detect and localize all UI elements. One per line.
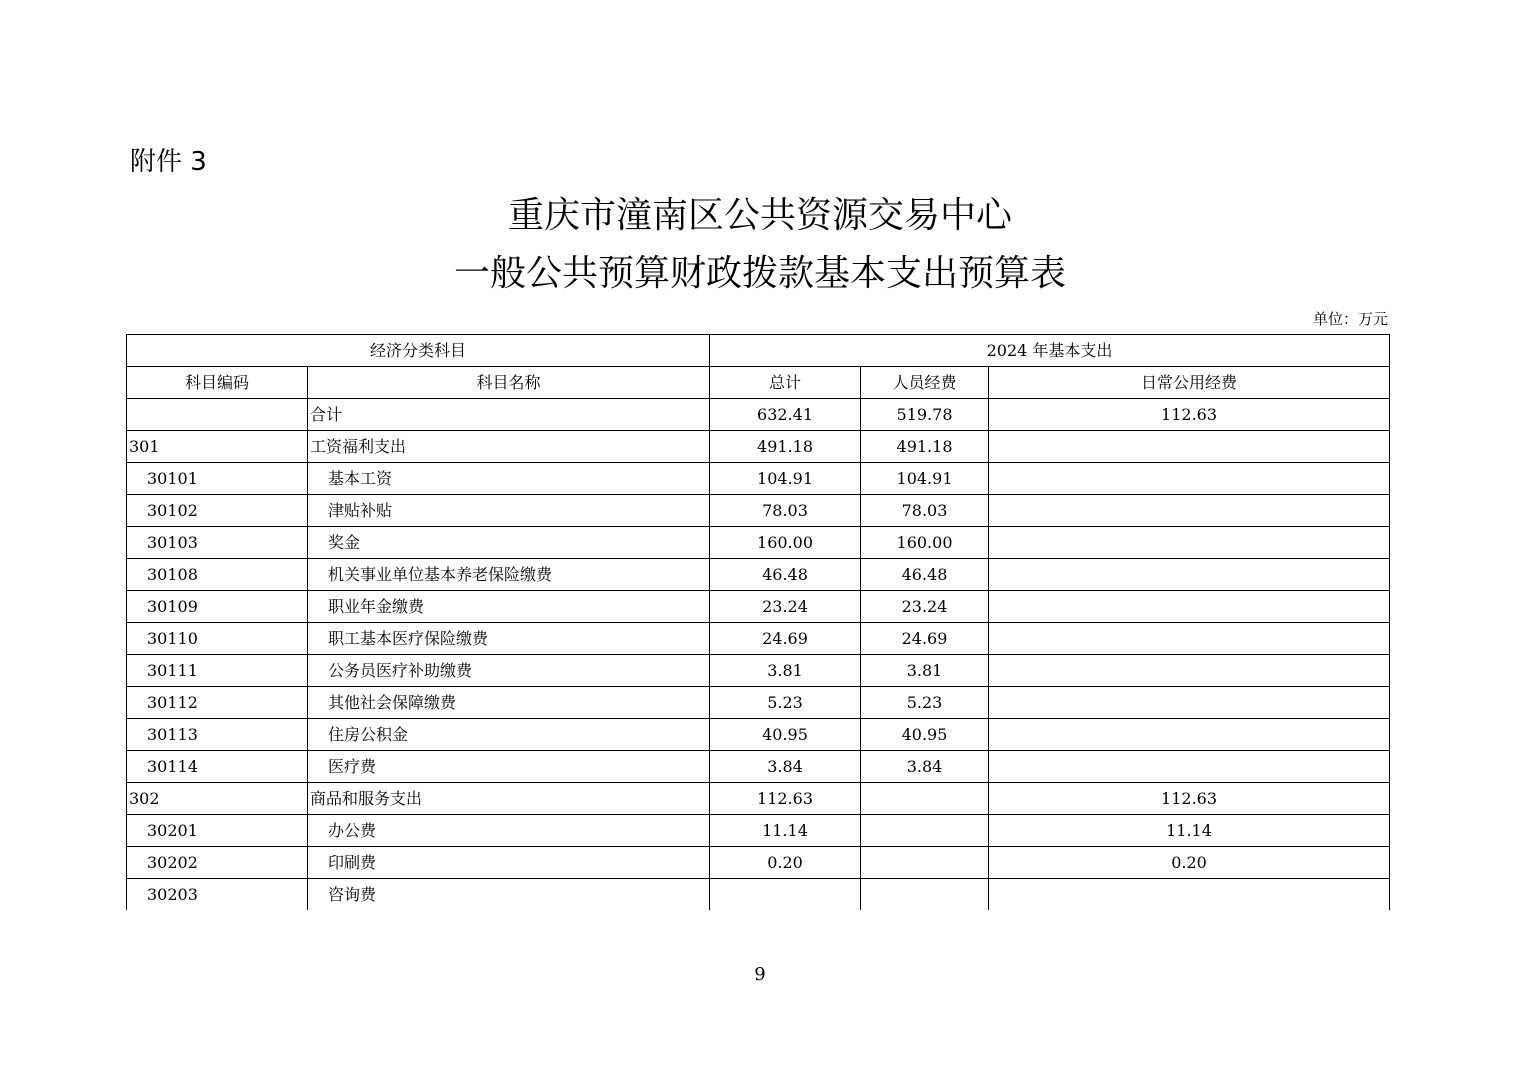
table-row xyxy=(127,463,1390,495)
row-subject-code: 30101 xyxy=(127,463,308,495)
table-row xyxy=(127,623,1390,655)
row-total: 112.63 xyxy=(710,783,861,815)
row-personnel-expenses: 46.48 xyxy=(861,559,989,591)
table-row xyxy=(127,879,1390,911)
row-subject-code: 30112 xyxy=(127,687,308,719)
row-public-expenses xyxy=(989,879,1390,911)
table-row xyxy=(127,399,1390,431)
row-subject-code: 30110 xyxy=(127,623,308,655)
row-total: 5.23 xyxy=(710,687,861,719)
attachment-label: 附件 3 xyxy=(130,147,207,177)
table-row xyxy=(127,559,1390,591)
row-personnel-expenses: 23.24 xyxy=(861,591,989,623)
table-row xyxy=(127,495,1390,527)
table-row xyxy=(127,591,1390,623)
table-body xyxy=(127,399,1390,911)
row-subject-code: 30203 xyxy=(127,879,308,911)
header-subject-code: 科目编码 xyxy=(127,367,308,399)
table-row xyxy=(127,527,1390,559)
unit-label: 单位：万元 xyxy=(1312,310,1388,328)
header-row-group xyxy=(127,335,1390,367)
row-personnel-expenses xyxy=(861,847,989,879)
row-subject-name: 公务员医疗补助缴费 xyxy=(308,655,710,687)
row-personnel-expenses xyxy=(861,815,989,847)
row-total xyxy=(710,879,861,911)
row-total: 491.18 xyxy=(710,431,861,463)
row-total: 23.24 xyxy=(710,591,861,623)
row-public-expenses xyxy=(989,751,1390,783)
row-subject-code: 30201 xyxy=(127,815,308,847)
header-total: 总计 xyxy=(710,367,861,399)
row-total: 3.84 xyxy=(710,751,861,783)
table-row xyxy=(127,719,1390,751)
row-public-expenses xyxy=(989,559,1390,591)
row-subject-code: 30202 xyxy=(127,847,308,879)
row-subject-code: 30114 xyxy=(127,751,308,783)
row-subject-code: 30108 xyxy=(127,559,308,591)
table-row xyxy=(127,783,1390,815)
row-subject-name: 职工基本医疗保险缴费 xyxy=(308,623,710,655)
row-total: 40.95 xyxy=(710,719,861,751)
table-row xyxy=(127,815,1390,847)
row-public-expenses: 0.20 xyxy=(989,847,1390,879)
row-public-expenses xyxy=(989,495,1390,527)
row-personnel-expenses: 519.78 xyxy=(861,399,989,431)
row-public-expenses xyxy=(989,623,1390,655)
row-public-expenses: 112.63 xyxy=(989,399,1390,431)
row-public-expenses xyxy=(989,655,1390,687)
row-subject-name: 商品和服务支出 xyxy=(308,783,710,815)
row-total: 632.41 xyxy=(710,399,861,431)
table-row xyxy=(127,847,1390,879)
row-subject-name: 合计 xyxy=(308,399,710,431)
row-total: 24.69 xyxy=(710,623,861,655)
row-subject-code: 30109 xyxy=(127,591,308,623)
row-public-expenses xyxy=(989,431,1390,463)
row-public-expenses xyxy=(989,463,1390,495)
row-subject-code: 30103 xyxy=(127,527,308,559)
header-public-expenses: 日常公用经费 xyxy=(989,367,1390,399)
row-subject-name: 住房公积金 xyxy=(308,719,710,751)
row-total: 0.20 xyxy=(710,847,861,879)
row-personnel-expenses: 24.69 xyxy=(861,623,989,655)
row-subject-name: 工资福利支出 xyxy=(308,431,710,463)
row-subject-code: 30102 xyxy=(127,495,308,527)
row-subject-name: 咨询费 xyxy=(308,879,710,911)
table-row xyxy=(127,431,1390,463)
row-public-expenses: 112.63 xyxy=(989,783,1390,815)
row-subject-name: 其他社会保障缴费 xyxy=(308,687,710,719)
row-subject-code xyxy=(127,399,308,431)
row-total: 11.14 xyxy=(710,815,861,847)
row-subject-name: 办公费 xyxy=(308,815,710,847)
table-row xyxy=(127,655,1390,687)
row-personnel-expenses xyxy=(861,879,989,911)
row-personnel-expenses: 78.03 xyxy=(861,495,989,527)
row-personnel-expenses: 3.81 xyxy=(861,655,989,687)
page-number: 9 xyxy=(754,964,766,985)
row-total: 104.91 xyxy=(710,463,861,495)
row-subject-name: 机关事业单位基本养老保险缴费 xyxy=(308,559,710,591)
row-subject-code: 301 xyxy=(127,431,308,463)
row-public-expenses xyxy=(989,527,1390,559)
row-total: 46.48 xyxy=(710,559,861,591)
document-title-line-2: 一般公共预算财政拨款基本支出预算表 xyxy=(453,253,1066,294)
row-personnel-expenses: 5.23 xyxy=(861,687,989,719)
table-row xyxy=(127,751,1390,783)
row-personnel-expenses xyxy=(861,783,989,815)
header-subject-name: 科目名称 xyxy=(308,367,710,399)
row-subject-name: 医疗费 xyxy=(308,751,710,783)
row-personnel-expenses: 491.18 xyxy=(861,431,989,463)
row-personnel-expenses: 40.95 xyxy=(861,719,989,751)
row-total: 160.00 xyxy=(710,527,861,559)
row-subject-name: 津贴补贴 xyxy=(308,495,710,527)
row-personnel-expenses: 104.91 xyxy=(861,463,989,495)
row-public-expenses xyxy=(989,719,1390,751)
row-total: 3.81 xyxy=(710,655,861,687)
row-total: 78.03 xyxy=(710,495,861,527)
row-subject-name: 职业年金缴费 xyxy=(308,591,710,623)
row-subject-name: 奖金 xyxy=(308,527,710,559)
header-economic-classification: 经济分类科目 xyxy=(127,335,710,367)
row-subject-name: 基本工资 xyxy=(308,463,710,495)
header-row-columns xyxy=(127,367,1390,399)
row-public-expenses xyxy=(989,591,1390,623)
budget-table xyxy=(126,334,1390,910)
header-personnel-expenses: 人员经费 xyxy=(861,367,989,399)
row-public-expenses xyxy=(989,687,1390,719)
header-basic-expenditure-2024: 2024 年基本支出 xyxy=(710,335,1390,367)
row-subject-code: 30113 xyxy=(127,719,308,751)
row-public-expenses: 11.14 xyxy=(989,815,1390,847)
row-personnel-expenses: 160.00 xyxy=(861,527,989,559)
row-personnel-expenses: 3.84 xyxy=(861,751,989,783)
document-title-line-1: 重庆市潼南区公共资源交易中心 xyxy=(507,195,1012,236)
row-subject-name: 印刷费 xyxy=(308,847,710,879)
row-subject-code: 302 xyxy=(127,783,308,815)
row-subject-code: 30111 xyxy=(127,655,308,687)
table-row xyxy=(127,687,1390,719)
